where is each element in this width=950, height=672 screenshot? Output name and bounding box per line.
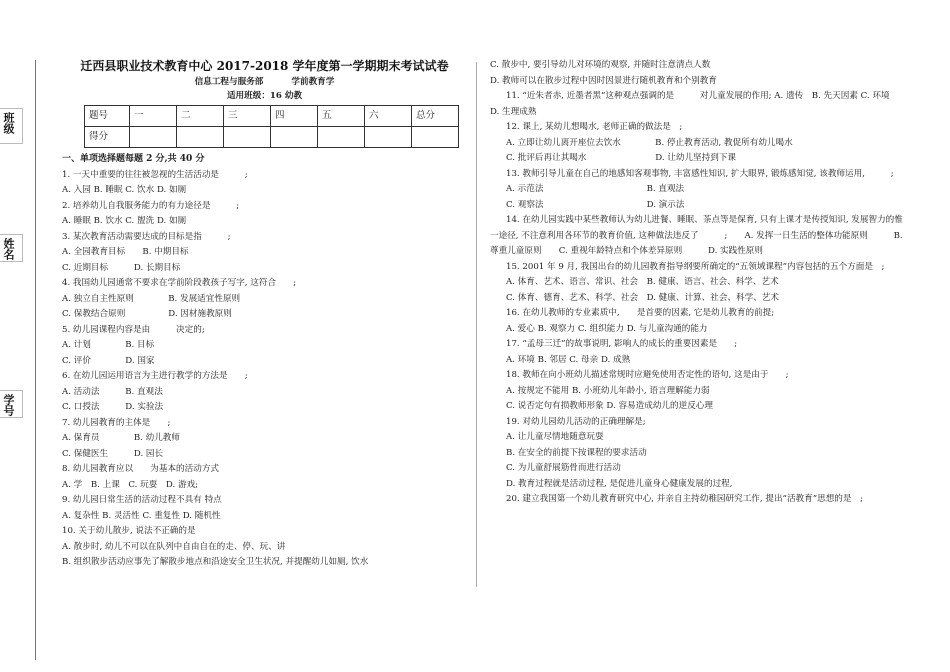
score-input-cell[interactable]: [318, 127, 365, 148]
question-item: [490, 306, 910, 337]
department: 信息工程与服务部: [194, 77, 264, 87]
question-stem: 6. 在幼儿园运用语言为主进行教学的方法是 ;: [62, 371, 248, 381]
class-label: 班级: [2, 112, 15, 134]
column-divider: [476, 62, 477, 587]
score-input-cell[interactable]: [365, 127, 412, 148]
question-options: C. 口授法 D. 实验法: [62, 402, 164, 412]
binding-line: [35, 60, 36, 660]
question-options: A. 睡眠 B. 饮水 C. 盥洗 D. 如厕: [62, 216, 187, 226]
score-cell: 二: [177, 106, 224, 127]
name-label: 姓名: [2, 238, 15, 260]
question-options: A. 让儿童尽情地随意玩耍: [506, 432, 604, 442]
question-options: B. 在安全的前提下按课程的要求活动: [506, 447, 647, 458]
score-input-cell[interactable]: [224, 127, 271, 148]
question-item: [62, 230, 467, 277]
question-options: A. 散步时, 幼儿不可以在队列中自由自在的走、停、玩、讲: [62, 541, 286, 552]
subject: 学前教育学: [291, 77, 335, 87]
question-options: C. 观察法 D. 演示法: [506, 199, 685, 210]
question-stem: 12. 课上, 某幼儿想喝水, 老师正确的做法是 ;: [506, 122, 683, 132]
question-stem: 9. 幼儿园日常生活的活动过程不具有 特点: [62, 495, 222, 505]
question-options: A. 体育、艺术、语言、常识、社会 B. 健康、语言、社会、科学、艺术: [506, 277, 779, 287]
question-stem: 18. 教师在向小班幼儿描述常规时应避免使用否定性的语句, 这是由于 ;: [506, 370, 789, 380]
question-stem: 16. 在幼儿教师的专业素质中, 是首要的因素, 它是幼儿教育的前提;: [506, 308, 775, 318]
applicable-class: 适用班级：16 幼教: [226, 91, 303, 101]
score-table-header-row: [85, 106, 459, 127]
question-stem: 3. 某次教育活动需要达成的目标是指 ;: [62, 231, 231, 242]
exam-subtitle: [62, 75, 467, 89]
question-item: [490, 89, 924, 120]
student-id-label: 学号: [2, 394, 15, 416]
question-stem: 19. 对幼儿园幼儿活动的正确理解是;: [506, 416, 646, 427]
question-options: A. 示范法 B. 直观法: [506, 184, 685, 194]
score-input-cell[interactable]: [412, 127, 459, 148]
question-item: [62, 493, 467, 524]
left-question-list: [62, 168, 467, 571]
score-cell: 总分: [412, 106, 459, 127]
question-item: [62, 168, 467, 199]
question-options: A. 爱心 B. 观察力 C. 组织能力 D. 与儿童沟通的能力: [506, 323, 708, 334]
question-stem: 8. 幼儿园教育应以 为基本的活动方式: [62, 464, 220, 474]
continued-line: C. 散步中, 要引导幼儿对环境的观察, 并随时注意清点人数: [490, 60, 711, 70]
question-stem: 20. 建立我国第一个幼儿教育研究中心, 并亲自主持幼稚园研究工作, 提出“活教育”思想的是 ;: [506, 494, 863, 504]
left-column: [62, 58, 467, 571]
question-item: [490, 368, 910, 415]
question-options: A. 入园 B. 睡眠 C. 饮水 D. 如厕: [62, 185, 187, 195]
question-options: A. 复杂性 B. 灵活性 C. 重复性 D. 随机性: [62, 510, 221, 521]
question-stem: 17. “孟母三迁”的故事说明, 影响人的成长的重要因素是 ;: [506, 339, 738, 349]
score-cell: 六: [365, 106, 412, 127]
question-stem: 2. 培养幼儿自我服务能力的有力途径是 ;: [62, 200, 240, 211]
score-cell: 三: [224, 106, 271, 127]
question-item: [490, 415, 910, 493]
question-options: A. 全园教育目标 B. 中期目标: [62, 247, 189, 257]
question-options: A. 活动法 B. 直观法: [62, 386, 163, 397]
right-column: [490, 58, 924, 508]
question-options: C. 评价 D. 国家: [62, 355, 155, 366]
question-options: A. 学 B. 上课 C. 玩耍 D. 游戏;: [62, 479, 199, 490]
question-stem: 7. 幼儿园教育的主体是 ;: [62, 417, 171, 428]
question-stem: 11. “近朱者赤, 近墨者黑”这种观点强调的是 对儿童发展的作用; A. 遗传 B. 先天因素 C. 环境 D. 生理成熟: [490, 91, 924, 117]
question-options: B. 组织散步活动应事先了解散步地点和沿途安全卫生状况, 并提醒幼儿如厕, 饮水: [62, 557, 369, 567]
question-stem: 14. 在幼儿园实践中某些教师认为幼儿进餐、睡眠、茶点等是保育, 只有上课才是传授知识, 发展智力的惟一途径, 不注意利用各环节的教育价值, 这种做法违反了 ; A. 发挥一日生活的整体功能原则 B. 尊重儿童原则 C. 重视年龄特点和个体差异原则 D. 实践性原则: [490, 215, 903, 256]
question-stem: 10. 关于幼儿散步, 说法不正确的是: [62, 526, 196, 536]
question-stem: 5. 幼儿园课程内容是由 决定的;: [62, 324, 205, 335]
question-stem: 4. 我国幼儿园通常不要求在学前阶段教孩子写字, 这符合 ;: [62, 278, 297, 288]
question-options: C. 说否定句有损教师形象 D. 容易造成幼儿的逆反心理: [506, 401, 713, 411]
question-options: A. 保育员 B. 幼儿教师: [62, 433, 180, 443]
question-options: C. 体育、德育、艺术、科学、社会 D. 健康、计算、社会、科学、艺术: [506, 292, 779, 303]
score-cell: 题号: [85, 106, 130, 127]
question-item: [490, 213, 910, 260]
score-cell: 五: [318, 106, 365, 127]
question-item: [62, 369, 467, 416]
score-table-score-row: [85, 127, 459, 148]
score-cell: 一: [130, 106, 177, 127]
section-heading: 一、单项选择题每题 2 分,共 40 分: [62, 154, 205, 164]
question-options: C. 批评后再让其喝水 D. 让幼儿坚持到下课: [506, 153, 737, 163]
question-options: A. 计划 B. 目标: [62, 340, 155, 350]
question-options: A. 环境 B. 邻居 C. 母亲 D. 成熟: [506, 354, 631, 365]
score-input-cell[interactable]: [271, 127, 318, 148]
question-options: D. 教育过程就是活动过程, 是促进儿童身心健康发展的过程,: [506, 478, 733, 489]
score-cell: 四: [271, 106, 318, 127]
right-question-list: [490, 89, 924, 508]
question-item: [62, 276, 467, 323]
question-item: [62, 416, 467, 463]
question-item: [490, 492, 910, 508]
question-stem: 13. 教师引导儿童在自己的地感知客观事物, 丰富感性知识, 扩大眼界, 锻炼感知觉, 该教师运用, ;: [506, 168, 894, 179]
question-item: [490, 337, 910, 368]
question-item: [62, 323, 467, 370]
question-item: [490, 167, 910, 214]
continued-line: D. 教师可以在散步过程中因时因景进行随机教育和个别教育: [490, 75, 717, 86]
question-options: A. 立即让幼儿离开座位去饮水 B. 停止教育活动, 教促所有幼儿喝水: [506, 137, 793, 148]
question-options: C. 保教结合原则 D. 因材施教原则: [62, 309, 232, 319]
score-input-cell[interactable]: [130, 127, 177, 148]
score-table: [84, 105, 459, 148]
question-options: C. 为儿童舒展筋骨而进行活动: [506, 463, 621, 473]
question-options: A. 按规定不能用 B. 小班幼儿年龄小, 语言理解能力弱: [506, 385, 710, 396]
question-options: C. 近期目标 D. 长期目标: [62, 262, 181, 273]
question-options: C. 保健医生 D. 园长: [62, 448, 164, 459]
question-item: [490, 260, 910, 307]
exam-title: 迁西县职业技术教育中心 2017-2018 学年度第一学期期末考试试卷: [80, 59, 449, 73]
score-cell: 得分: [85, 127, 130, 148]
question-item: [62, 462, 467, 493]
question-item: [62, 199, 467, 230]
question-stem: 1. 一天中重要的往往被忽视的生活活动是 ;: [62, 169, 248, 180]
question-item: [490, 120, 910, 167]
question-item: [62, 524, 467, 571]
score-input-cell[interactable]: [177, 127, 224, 148]
question-options: A. 独立自主性原则 B. 发展适宜性原则: [62, 293, 241, 304]
question-stem: 15. 2001 年 9 月, 我国出台的幼儿园教育指导纲要所确定的“五领域课程”内容包括的五个方面是 ;: [506, 261, 885, 272]
